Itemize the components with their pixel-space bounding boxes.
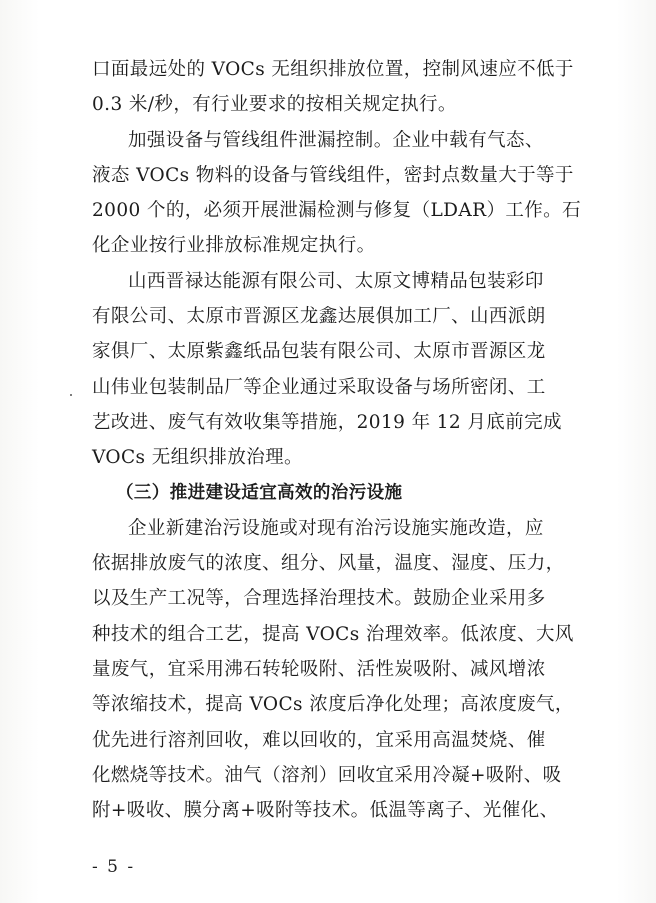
paragraph-4-line-3: 以及生产工况等，合理选择治理技术。鼓励企业采用多 (92, 588, 546, 610)
paragraph-3-line-5: 艺改进、废气有效收集等措施，2019 年 12 月底前完成 (92, 411, 562, 433)
paragraph-3-line-4: 山伟业包装制品厂等企业通过采取设备与场所密闭、工 (92, 376, 546, 398)
page-number: - 5 - (92, 857, 136, 877)
paragraph-2-line-2: 液态 VOCs 物料的设备与管线组件，密封点数量大于等于 (92, 164, 574, 186)
paragraph-4-line-4: 种技术的组合工艺，提高 VOCs 治理效率。低浓度、大风 (92, 623, 574, 645)
paragraph-3-line-2: 有限公司、太原市晋源区龙鑫达展俱加工厂、山西派朗 (92, 306, 546, 328)
scan-speck (70, 394, 72, 396)
paragraph-3-line-3: 家俱厂、太原紫鑫纸品包装有限公司、太原市晋源区龙 (92, 341, 546, 363)
paragraph-4-line-7: 优先进行溶剂回收，难以回收的，宜采用高温焚烧、催 (92, 729, 546, 751)
paragraph-4-line-6: 等浓缩技术，提高 VOCs 浓度后净化处理；高浓度废气， (92, 694, 574, 716)
document-body (92, 52, 581, 829)
paragraph-4-line-8: 化燃烧等技术。油气（溶剂）回收宜采用冷凝+吸附、吸 (92, 764, 562, 786)
paragraph-2-line-1: 加强设备与管线组件泄漏控制。企业中载有气态、 (128, 129, 544, 151)
paragraph-2-line-4: 化企业按行业排放标准规定执行。 (92, 235, 376, 257)
paragraph-4-line-1: 企业新建治污设施或对现有治污设施实施改造，应 (128, 517, 544, 539)
paragraph-4-line-2: 依据排放废气的浓度、组分、风量，温度、湿度、压力， (92, 553, 565, 575)
paragraph-4-line-5: 量废气，宜采用沸石转轮吸附、活性炭吸附、减风增浓 (92, 659, 546, 681)
paragraph-2-line-3: 2000 个的，必须开展泄漏检测与修复（LDAR）工作。石 (92, 200, 581, 222)
paragraph-3-line-6: VOCs 无组织排放治理。 (92, 447, 303, 469)
paragraph-1-line-1: 口面最远处的 VOCs 无组织排放位置，控制风速应不低于 (92, 59, 574, 80)
paragraph-4-line-9: 附+吸收、膜分离+吸附等技术。低温等离子、光催化、 (92, 800, 559, 822)
paragraph-1-line-2: 0.3 米/秒，有行业要求的按相关规定执行。 (92, 94, 457, 116)
paragraph-3-line-1: 山西晋禄达能源有限公司、太原文博精品包装彩印 (128, 270, 544, 292)
section-heading: （三）推进建设适宜高效的治污设施 (116, 482, 403, 503)
